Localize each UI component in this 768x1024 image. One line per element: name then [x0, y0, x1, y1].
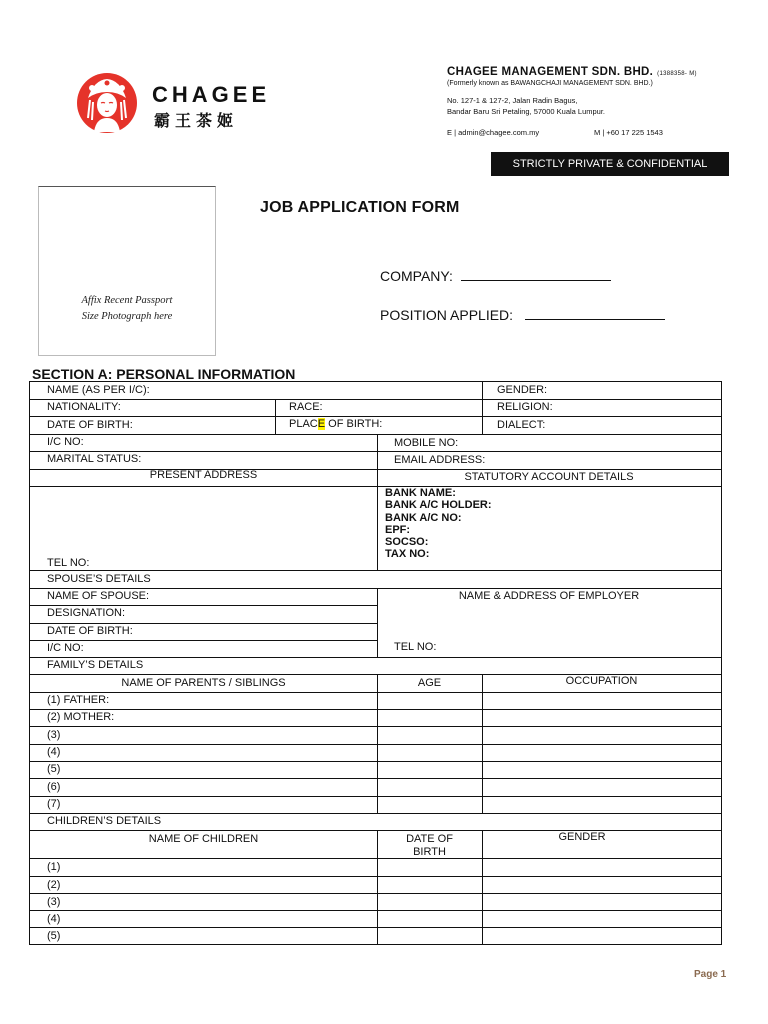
brand-name: CHAGEE [152, 82, 271, 107]
pob-highlight: E [317, 418, 326, 430]
children-row: (2) [47, 879, 61, 891]
label-dialect: DIALECT: [497, 419, 546, 431]
label-spouse-dob: DATE OF BIRTH: [47, 625, 133, 637]
label-gender: GENDER: [497, 384, 548, 396]
col-line [482, 674, 483, 813]
company-name-text: CHAGEE MANAGEMENT SDN. BHD. [447, 66, 654, 78]
label-tel-no: TEL NO: [47, 557, 90, 569]
company-email: E | admin@chagee.com.my [447, 128, 540, 137]
row-line [30, 605, 377, 606]
company-info [447, 66, 747, 137]
label-nationality: NATIONALITY: [47, 401, 121, 413]
children-row: (3) [47, 896, 61, 908]
label-bank-no: BANK A/C NO: [385, 511, 462, 524]
col-line [275, 399, 276, 434]
row-line [30, 486, 721, 487]
family-header-name: NAME OF PARENTS / SIBLINGS [121, 677, 286, 689]
pob-text-a: PLAC [289, 418, 318, 430]
label-employer: NAME & ADDRESS OF EMPLOYER [458, 590, 640, 602]
row-line [30, 744, 721, 745]
family-row: (5) [47, 763, 61, 775]
statutory-fields [385, 487, 492, 561]
company-reg-no: (1388358- M) [657, 71, 697, 77]
row-line [30, 416, 721, 417]
label-email-address: EMAIL ADDRESS: [394, 454, 486, 466]
col-line [482, 382, 483, 434]
label-spouse-name: NAME OF SPOUSE: [47, 590, 150, 602]
children-header-dob-2: BIRTH [413, 846, 446, 858]
row-line [30, 588, 721, 589]
family-row: (3) [47, 729, 61, 741]
row-line [30, 434, 721, 435]
position-field[interactable] [380, 307, 665, 323]
children-row: (1) [47, 861, 61, 873]
row-line [30, 813, 721, 814]
col-line [377, 434, 378, 570]
chagee-logo-icon [74, 72, 140, 134]
row-line [30, 623, 377, 624]
company-field-line[interactable] [461, 269, 611, 281]
col-line [377, 674, 378, 813]
row-line [30, 876, 721, 877]
brand-name-chinese: 霸王茶姬 [154, 111, 239, 130]
family-row: (4) [47, 746, 61, 758]
photo-line-1: Affix Recent Passport [81, 295, 173, 306]
row-line [30, 640, 377, 641]
label-designation: DESIGNATION: [47, 607, 126, 619]
row-line [30, 692, 721, 693]
row-line [30, 910, 721, 911]
company-address [447, 95, 747, 117]
label-ic-no: I/C NO: [47, 436, 84, 448]
label-race: RACE: [289, 401, 323, 413]
label-statutory-details: STATUTORY ACCOUNT DETAILS [464, 471, 634, 483]
row-line [30, 709, 721, 710]
company-formerly: (Formerly known as BAWANGCHAJI MANAGEMENT SDN. BHD.) [447, 80, 653, 87]
label-place-of-birth [289, 418, 382, 431]
label-dob: DATE OF BIRTH: [47, 419, 133, 431]
row-line [30, 399, 721, 400]
row-line [30, 778, 721, 779]
col-line [482, 830, 483, 944]
label-children-details: CHILDREN’S DETAILS [47, 815, 162, 827]
address-line-1: No. 127-1 & 127-2, Jalan Radin Bagus, [447, 96, 578, 105]
row-line [30, 761, 721, 762]
address-line-2: Bandar Baru Sri Petaling, 57000 Kuala Lumpur. [447, 107, 606, 116]
section-a-title: SECTION A: PERSONAL INFORMATION [32, 366, 296, 382]
family-row: (6) [47, 781, 61, 793]
row-line [30, 451, 721, 452]
family-header-occupation: OCCUPATION [565, 675, 638, 687]
pob-text-b: OF BIRTH: [325, 418, 383, 430]
family-row: (1) FATHER: [47, 694, 110, 706]
children-header-dob-1: DATE OF [406, 833, 453, 845]
children-header-name: NAME OF CHILDREN [148, 833, 259, 845]
label-family-details: FAMILY’S DETAILS [47, 659, 144, 671]
photo-line-2: Size Photograph here [81, 311, 173, 322]
row-line [30, 570, 721, 571]
label-spouse-details: SPOUSE’S DETAILS [47, 573, 151, 585]
personal-info-table [29, 381, 722, 945]
label-socso: SOCSO: [385, 536, 429, 549]
company-name [447, 66, 747, 78]
label-name: NAME (AS PER I/C): [47, 384, 150, 396]
label-epf: EPF: [385, 523, 411, 536]
position-field-label: POSITION APPLIED: [380, 307, 514, 323]
family-row: (2) MOTHER: [47, 711, 115, 723]
form-title: JOB APPLICATION FORM [260, 199, 460, 216]
children-row: (4) [47, 913, 61, 925]
children-header-gender: GENDER [558, 831, 606, 843]
label-religion: RELIGION: [497, 401, 553, 413]
children-row: (5) [47, 930, 61, 942]
children-header-dob [377, 833, 482, 859]
row-line [30, 927, 721, 928]
row-line [30, 657, 721, 658]
family-row: (7) [47, 798, 61, 810]
page-number: Page 1 [694, 969, 727, 980]
company-field-label: COMPANY: [380, 268, 453, 284]
label-bank-holder: BANK A/C HOLDER: [385, 499, 492, 512]
row-line [30, 858, 721, 859]
photo-box [38, 186, 216, 356]
confidential-banner: STRICTLY PRIVATE & CONFIDENTIAL [491, 152, 729, 176]
company-field[interactable] [380, 268, 611, 284]
label-present-address: PRESENT ADDRESS [149, 469, 258, 481]
label-employer-tel: TEL NO: [394, 641, 437, 653]
label-bank-name: BANK NAME: [385, 487, 456, 499]
position-field-line[interactable] [525, 308, 665, 320]
chagee-logo [74, 72, 294, 134]
label-mobile-no: MOBILE NO: [394, 437, 459, 449]
company-mobile: M | +60 17 225 1543 [594, 128, 663, 137]
label-tax-no: TAX NO: [385, 548, 430, 561]
label-marital-status: MARITAL STATUS: [47, 453, 142, 465]
row-line [30, 796, 721, 797]
row-line [30, 893, 721, 894]
row-line [30, 726, 721, 727]
family-header-age: AGE [417, 677, 442, 689]
photo-instructions [39, 293, 215, 325]
label-spouse-ic: I/C NO: [47, 642, 84, 654]
